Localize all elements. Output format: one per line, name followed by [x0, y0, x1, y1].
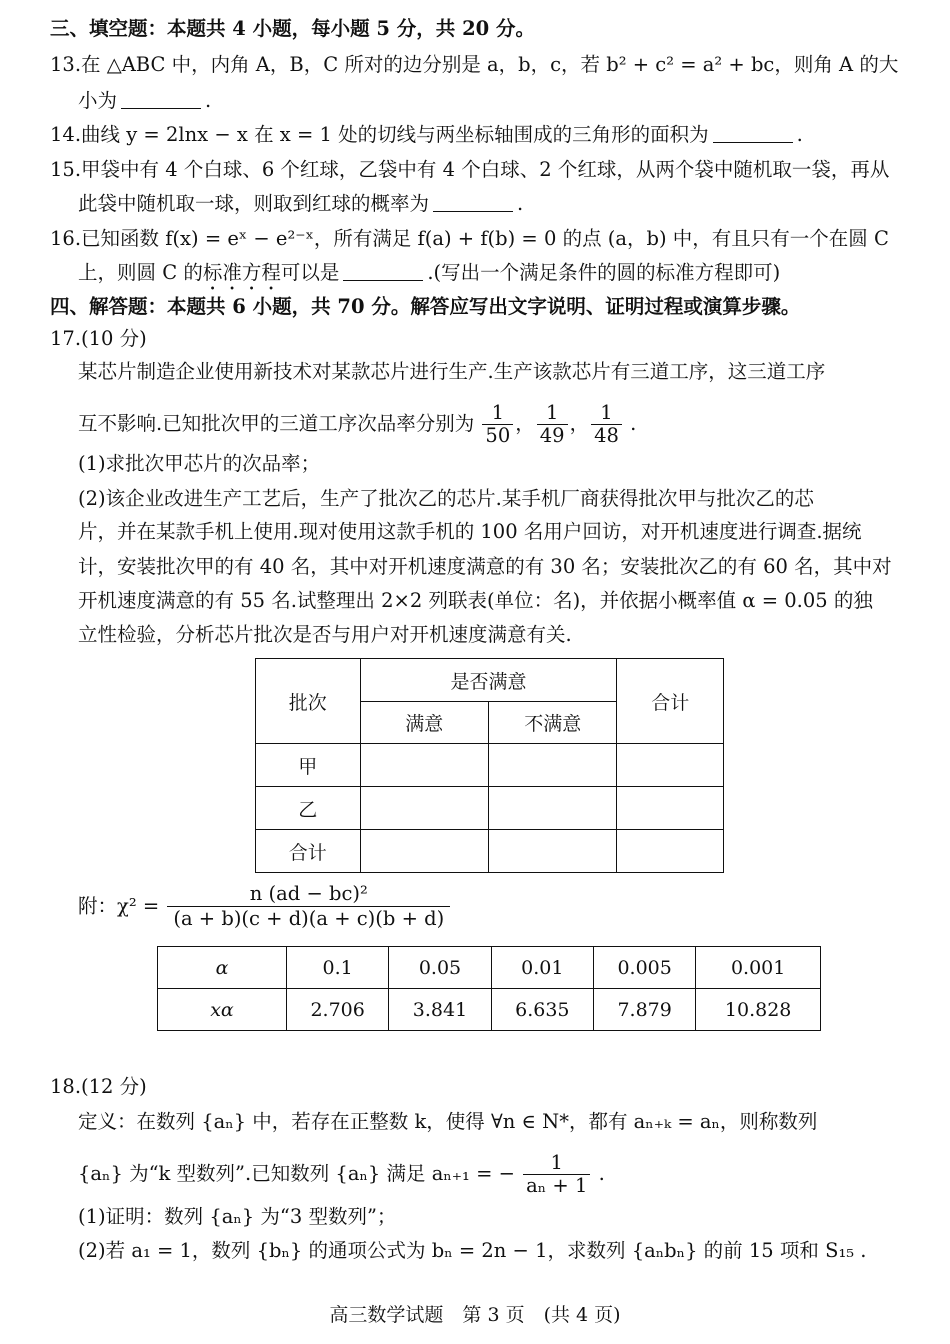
row-label-jia: 甲 [256, 744, 361, 787]
header-total: 合计 [617, 659, 724, 744]
answer-blank [343, 260, 423, 281]
fraction-denominator: aₙ + 1 [526, 1174, 588, 1197]
alpha-cell: 0.01 [491, 947, 593, 989]
fraction-1-50 [482, 402, 513, 447]
question-17-line2: 互不影响.已知批次甲的三道工序次品率分别为 $\frac{1}{50}$ ， $\frac{1}{49}$ ， $\frac{1}{48}$ . [78, 401, 637, 447]
formula-denominator: (a + b)(c + d)(a + c)(b + d) [173, 907, 445, 930]
question-15-text: 此袋中随机取一球，则取到红球的概率为 [78, 192, 430, 215]
question-17-part2-line2: 片，并在某款手机上使用.现对使用这款手机的 100 名用户回访，对开机速度进行调查.据统 [78, 520, 862, 543]
question-17-part2-line1: (2)该企业改进生产工艺后，生产了批次乙的芯片.某手机厂商获得批次甲与批次乙的芯 [78, 487, 814, 510]
fraction-1-48 [591, 402, 622, 447]
question-17-part1: (1)求批次甲芯片的次品率； [78, 452, 321, 475]
table-cell [360, 744, 488, 787]
question-17-part2-line3: 计，安装批次甲的有 40 名，其中对开机速度满意的有 30 名；安装批次乙的有 60 名，其中对 [78, 555, 892, 578]
chi-square-fraction [167, 882, 450, 931]
question-17-part2-line4: 开机速度满意的有 55 名.试整理出 2×2 列联表(单位：名)，并依据小概率值 α = 0.05 的独 [78, 589, 873, 612]
question-14: 14.曲线 y = 2lnx − x 在 x = 1 处的切线与两坐标轴围成的三角形的面积为 . [50, 123, 803, 146]
alpha-header: α [158, 947, 287, 989]
table-cell [617, 830, 724, 873]
fraction-numerator: 1 [591, 402, 622, 425]
question-16-text-d: .(写出一个满足条件的圆的标准方程即可) [427, 261, 781, 284]
emphasized-text: 标准方程 [202, 261, 281, 284]
appendix-formula [78, 882, 452, 931]
critical-value-cell: 7.879 [593, 989, 695, 1031]
critical-value-cell: 6.635 [491, 989, 593, 1031]
formula-numerator: n (ad − bc)² [167, 882, 450, 907]
answer-blank [121, 88, 201, 109]
question-18-line2: {aₙ} 为“k 型数列”.已知数列 {aₙ} 满足 aₙ₊₁ = − $\frac{1}{\text{aₙ + 1}}$ . [78, 1151, 605, 1197]
fraction-numerator: 1 [482, 402, 513, 425]
question-17-head: 17.(10 分) [50, 327, 147, 350]
fraction-1-49 [537, 402, 568, 447]
answer-blank [713, 122, 793, 143]
question-13-line1: 13.在 △ABC 中，内角 A，B，C 所对的边分别是 a，b，c，若 b² + c² = a² + bc，则角 A 的大 [50, 53, 899, 76]
fraction-denominator: 48 [594, 424, 619, 447]
table-cell [360, 787, 488, 830]
question-18-part1: (1)证明：数列 {aₙ} 为“3 型数列”； [78, 1205, 397, 1228]
alpha-cell: 0.005 [593, 947, 695, 989]
table-cell [617, 787, 724, 830]
row-label-yi: 乙 [256, 787, 361, 830]
question-17-line1: 某芯片制造企业使用新技术对某款芯片进行生产.生产该款芯片有三道工序，这三道工序 [78, 360, 826, 383]
question-18-line1: 定义：在数列 {aₙ} 中，若存在正整数 k，使得 ∀n ∈ N*，都有 aₙ₊ₖ = aₙ，则称数列 [78, 1110, 818, 1133]
question-18-line2-text: {aₙ} 为“k 型数列”.已知数列 {aₙ} 满足 aₙ₊₁ = − [78, 1162, 515, 1185]
header-satisfied-question: 是否满意 [360, 659, 617, 702]
header-batch: 批次 [256, 659, 361, 744]
header-satisfied: 满意 [360, 702, 488, 744]
contingency-table [255, 658, 724, 873]
fraction-denominator: 49 [539, 424, 565, 447]
table-cell [489, 787, 617, 830]
alpha-cell: 0.1 [287, 947, 389, 989]
question-18-part2: (2)若 a₁ = 1，数列 {bₙ} 的通项公式为 bₙ = 2n − 1，求数列 {aₙbₙ} 的前 15 项和 S₁₅ . [78, 1239, 867, 1262]
question-17-line2-text: 互不影响.已知批次甲的三道工序次品率分别为 [78, 412, 475, 435]
fraction-numerator: 1 [523, 1152, 590, 1175]
table-cell [489, 830, 617, 873]
question-15-line2: 此袋中随机取一球，则取到红球的概率为 . [78, 192, 524, 215]
critical-value-cell: 2.706 [287, 989, 389, 1031]
page-footer: 高三数学试题 第 3 页 (共 4 页) [329, 1304, 621, 1326]
critical-value-cell: 3.841 [389, 989, 491, 1031]
question-18-head: 18.(12 分) [50, 1075, 147, 1098]
recurrence-fraction [523, 1152, 590, 1197]
question-16-line1: 16.已知函数 f(x) = eˣ − e²⁻ˣ，所有满足 f(a) + f(b) = 0 的点 (a，b) 中，有且只有一个在圆 C [50, 227, 889, 250]
fraction-numerator: 1 [537, 402, 568, 425]
critical-value-table [157, 946, 821, 1031]
question-15-line1: 15.甲袋中有 4 个白球、6 个红球，乙袋中有 4 个白球、2 个红球，从两个袋中随机取一袋，再从 [50, 158, 890, 181]
question-16-line2 [78, 258, 780, 295]
question-14-text: 14.曲线 y = 2lnx − x 在 x = 1 处的切线与两坐标轴围成的三角形的面积为 [50, 123, 709, 146]
table-cell [489, 744, 617, 787]
section4-header: 四、解答题：本题共 6 小题，共 70 分。解答应写出文字说明、证明过程或演算步骤。 [50, 295, 801, 318]
question-16-text-c: 可以是 [280, 261, 340, 284]
row-label-total: 合计 [256, 830, 361, 873]
question-17-part2-line5: 立性检验，分析芯片批次是否与用户对开机速度满意有关. [78, 623, 572, 646]
alpha-cell: 0.001 [696, 947, 821, 989]
question-16-text-a: 上，则圆 C 的 [78, 261, 203, 284]
appendix-label: 附：χ² = [78, 894, 160, 918]
critical-value-cell: 10.828 [696, 989, 821, 1031]
table-cell [617, 744, 724, 787]
x-alpha-header: xα [158, 989, 287, 1031]
question-13-line2: 小为 . [78, 89, 212, 112]
table-cell [360, 830, 488, 873]
answer-blank [433, 191, 513, 212]
section3-header: 三、填空题：本题共 4 小题，每小题 5 分，共 20 分。 [50, 17, 536, 40]
fraction-denominator: 50 [485, 424, 511, 447]
header-unsatisfied: 不满意 [489, 702, 617, 744]
alpha-cell: 0.05 [389, 947, 491, 989]
question-13-text: 小为 [78, 89, 118, 112]
